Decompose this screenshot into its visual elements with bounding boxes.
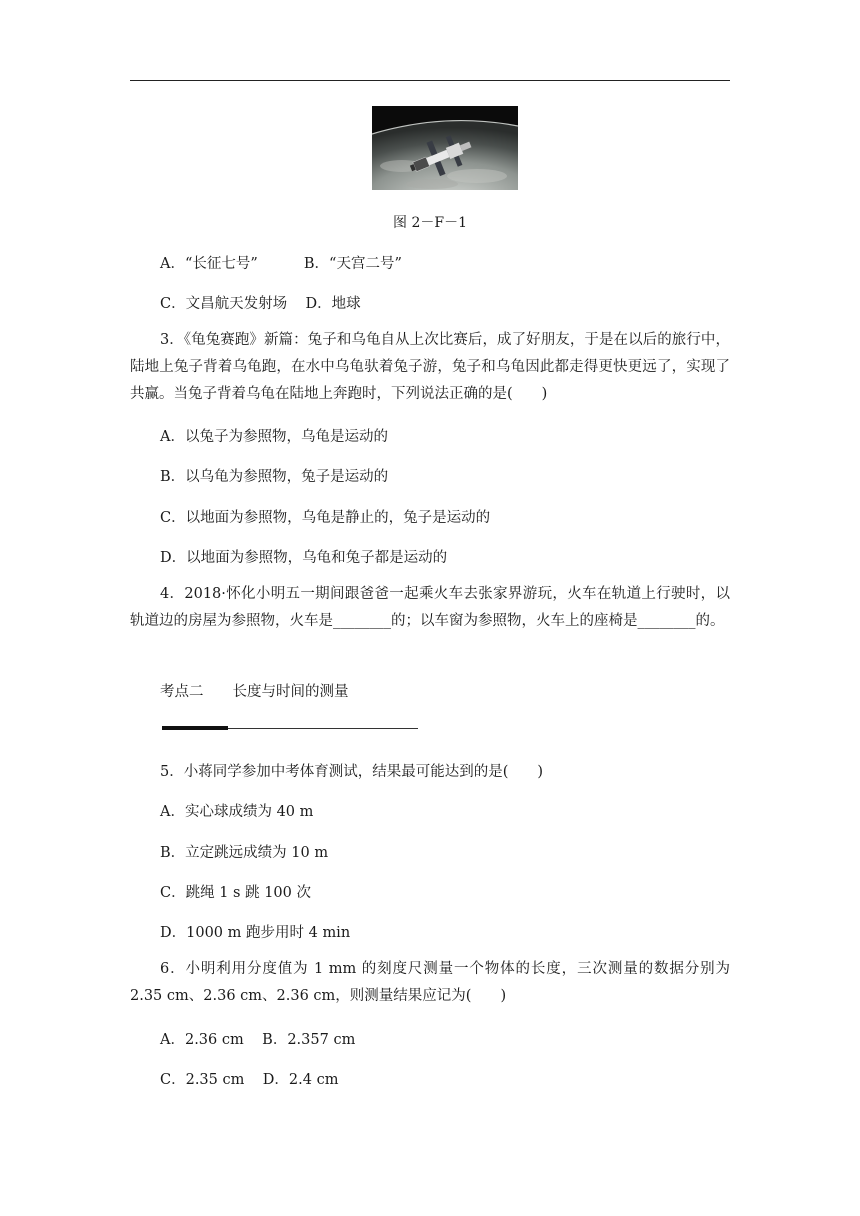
- q3-stem: 3．《龟兔赛跑》新篇：兔子和乌龟自从上次比赛后，成了好朋友，于是在以后的旅行中，陆地上兔子背着乌龟跑，在水中乌龟驮着兔子游，兔子和乌龟因此都走得更快更远了，实现了共赢。当兔子背着乌龟在陆地上奔跑时，下列说法正确的是( ): [130, 332, 730, 402]
- space-station-illustration: [372, 106, 518, 190]
- space-station-image: [372, 106, 518, 190]
- q5-stem: 5．小蒋同学参加中考体育测试，结果最可能达到的是( ): [160, 764, 544, 780]
- q2-options-line-1: A．“长征七号” B．“天宫二号”: [160, 256, 402, 272]
- section-underline: [162, 726, 418, 730]
- q3-option-c: C．以地面为参照物，乌龟是静止的，兔子是运动的: [160, 510, 491, 526]
- q5-option-c: C．跳绳 1 s 跳 100 次: [160, 885, 311, 901]
- q4-stem: 4．2018·怀化小明五一期间跟爸爸一起乘火车去张家界游玩，火车在轨道上行驶时，以轨道边的房屋为参照物，火车是________的；以车窗为参照物，火车上的座椅是________的。: [130, 586, 730, 629]
- q6-stem: 6．小明利用分度值为 1 mm 的刻度尺测量一个物体的长度，三次测量的数据分别为 2.35 cm、2.36 cm、2.36 cm，则测量结果应记为( ): [130, 961, 730, 1004]
- header-rule: [130, 80, 730, 81]
- q2-options-line-2: C．文昌航天发射场 D．地球: [160, 296, 361, 312]
- q3-option-d: D．以地面为参照物，乌龟和兔子都是运动的: [160, 550, 448, 566]
- q6-options-line-1: A．2.36 cm B．2.357 cm: [160, 1032, 356, 1048]
- q3-option-a: A．以兔子为参照物，乌龟是运动的: [160, 429, 388, 445]
- section-title: 考点二 长度与时间的测量: [160, 684, 349, 700]
- q5-option-b: B．立定跳远成绩为 10 m: [160, 845, 329, 861]
- q6-options-line-2: C．2.35 cm D．2.4 cm: [160, 1072, 339, 1088]
- q3-option-b: B．以乌龟为参照物，兔子是运动的: [160, 469, 389, 485]
- q5-option-d: D．1000 m 跑步用时 4 min: [160, 925, 351, 941]
- q5-option-a: A．实心球成绩为 40 m: [160, 804, 314, 820]
- figure-caption: 图 2－F－1: [393, 215, 467, 231]
